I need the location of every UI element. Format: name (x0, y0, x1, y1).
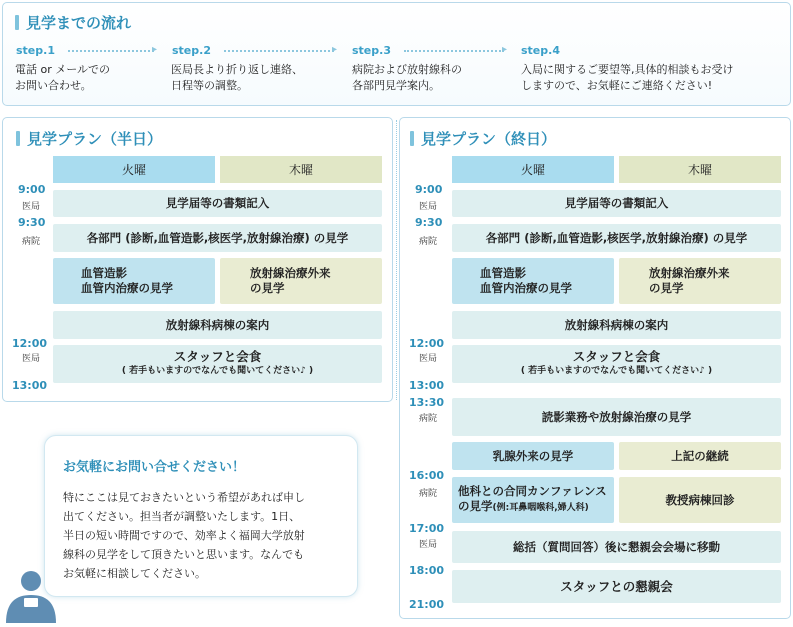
contact-text: 特にここは見ておきたいという希望があれば申し 出てください。担当者が調整いたします。1日、 半日の短い時間ですので、効率よく福岡大学放射 線科の見学をして頂きたいと思います。なんでも お気軽に相談してください。 (63, 491, 305, 580)
half-plan-title-text: 見学プラン（半日） (27, 130, 163, 148)
place-label: 医局 (22, 354, 41, 364)
staff-lunch-sub: ( 若手もいますのでなんでも聞いてください♪ ) (520, 366, 713, 376)
arrow-right-icon: ▸ (152, 44, 158, 55)
step-3-label: step.3 (352, 44, 391, 57)
radiotherapy-line1: 放射線治療外来 (649, 266, 730, 280)
half-row-department-tour: 各部門 (診断,血管造影,核医学,放射線治療) の見学 (53, 224, 382, 252)
contact-bubble (44, 435, 358, 597)
step-4-text: 入局に関するご要望等,具体的相談もお受け しますので、お気軽にご連絡ください! (521, 63, 734, 92)
angiography-line1: 血管造影 (81, 266, 127, 280)
half-row-ward-guide: 放射線科病棟の案内 (53, 311, 382, 339)
angiography-line2: 血管内治療の見学 (81, 281, 173, 295)
place-label: 病院 (419, 414, 438, 424)
time-label: 9:30 (18, 216, 46, 229)
step-2-label: step.2 (172, 44, 211, 57)
angiography-line1: 血管造影 (480, 266, 526, 280)
half-row-document-entry: 見学届等の書類記入 (53, 190, 382, 217)
place-label: 医局 (419, 202, 438, 212)
full-row-staff-lunch (452, 345, 781, 383)
half-plan-title (16, 128, 162, 149)
radiotherapy-line1: 放射線治療外来 (250, 266, 331, 280)
time-label: 13:00 (12, 379, 48, 392)
contact-title: お気軽にお問い合せください！ (63, 460, 246, 475)
heading-bar (15, 15, 19, 30)
place-label: 病院 (22, 237, 41, 247)
place-label: 医局 (22, 202, 41, 212)
full-row-radiotherapy (619, 258, 781, 304)
full-plan-title-text: 見学プラン（終日） (421, 130, 557, 148)
time-label: 12:00 (12, 337, 48, 350)
step-2-text: 医局長より折り返し連絡、 日程等の調整。 (171, 63, 303, 92)
conference-example: (例:耳鼻咽喉科,婦人科) (492, 503, 589, 513)
flow-title-text: 見学までの流れ (26, 14, 132, 32)
full-row-continued: 上記の継続 (619, 442, 781, 470)
person-silhouette-icon (2, 566, 60, 623)
full-row-angiography (452, 258, 614, 304)
radiotherapy-line2: の見学 (250, 281, 285, 295)
full-row-summary: 総括（質問回答）後に懇親会会場に移動 (452, 531, 781, 563)
staff-lunch-sub: ( 若手もいますのでなんでも聞いてください♪ ) (121, 366, 314, 376)
heading-bar (410, 131, 414, 146)
place-label: 医局 (419, 354, 438, 364)
half-header-tuesday: 火曜 (53, 156, 215, 183)
arrow-right-icon: ▸ (332, 44, 338, 55)
step-4-label: step.4 (521, 44, 560, 57)
time-label: 12:00 (409, 337, 445, 350)
half-row-staff-lunch (53, 345, 382, 383)
conference-line1: 他科との合同カンファレンス (458, 484, 607, 498)
full-row-document-entry: 見学届等の書類記入 (452, 190, 781, 217)
full-row-breast-clinic: 乳腺外来の見学 (452, 442, 614, 470)
step-1-connector (68, 50, 154, 52)
full-plan-title (410, 128, 556, 149)
conference-line2: の見学 (458, 499, 493, 513)
half-row-angiography (53, 258, 215, 304)
flow-title (15, 12, 131, 33)
time-label: 13:30 (409, 396, 445, 409)
full-row-social-gathering: スタッフとの懇親会 (452, 570, 781, 603)
staff-lunch-text: スタッフと会食 (572, 349, 661, 364)
half-header-thursday: 木曜 (220, 156, 382, 183)
place-label: 医局 (419, 540, 438, 550)
step-1-label: step.1 (16, 44, 55, 57)
full-row-joint-conference (452, 477, 614, 523)
time-label: 17:00 (409, 522, 445, 535)
panel-divider (396, 120, 397, 400)
staff-lunch-text: スタッフと会食 (173, 349, 262, 364)
time-label: 9:00 (415, 183, 443, 196)
full-row-department-tour: 各部門 (診断,血管造影,核医学,放射線治療) の見学 (452, 224, 781, 252)
angiography-line2: 血管内治療の見学 (480, 281, 572, 295)
step-3-connector (404, 50, 504, 52)
radiotherapy-line2: の見学 (649, 281, 684, 295)
time-label: 9:30 (415, 216, 443, 229)
full-header-thursday: 木曜 (619, 156, 781, 183)
place-label: 病院 (419, 237, 438, 247)
step-2-connector (224, 50, 334, 52)
full-row-ward-guide: 放射線科病棟の案内 (452, 311, 781, 339)
full-row-reading-tour: 読影業務や放射線治療の見学 (452, 398, 781, 436)
time-label: 16:00 (409, 469, 445, 482)
step-3-text: 病院および放射線科の 各部門見学案内。 (352, 63, 462, 92)
full-row-professor-rounds: 教授病棟回診 (619, 477, 781, 523)
time-label: 9:00 (18, 183, 46, 196)
time-label: 18:00 (409, 564, 445, 577)
time-label: 13:00 (409, 379, 445, 392)
place-label: 病院 (419, 489, 438, 499)
time-label: 21:00 (409, 598, 445, 611)
half-row-radiotherapy (220, 258, 382, 304)
arrow-right-icon: ▸ (502, 44, 508, 55)
full-header-tuesday: 火曜 (452, 156, 614, 183)
step-1-text: 電話 or メールでの お問い合わせ。 (15, 63, 111, 92)
heading-bar (16, 131, 20, 146)
